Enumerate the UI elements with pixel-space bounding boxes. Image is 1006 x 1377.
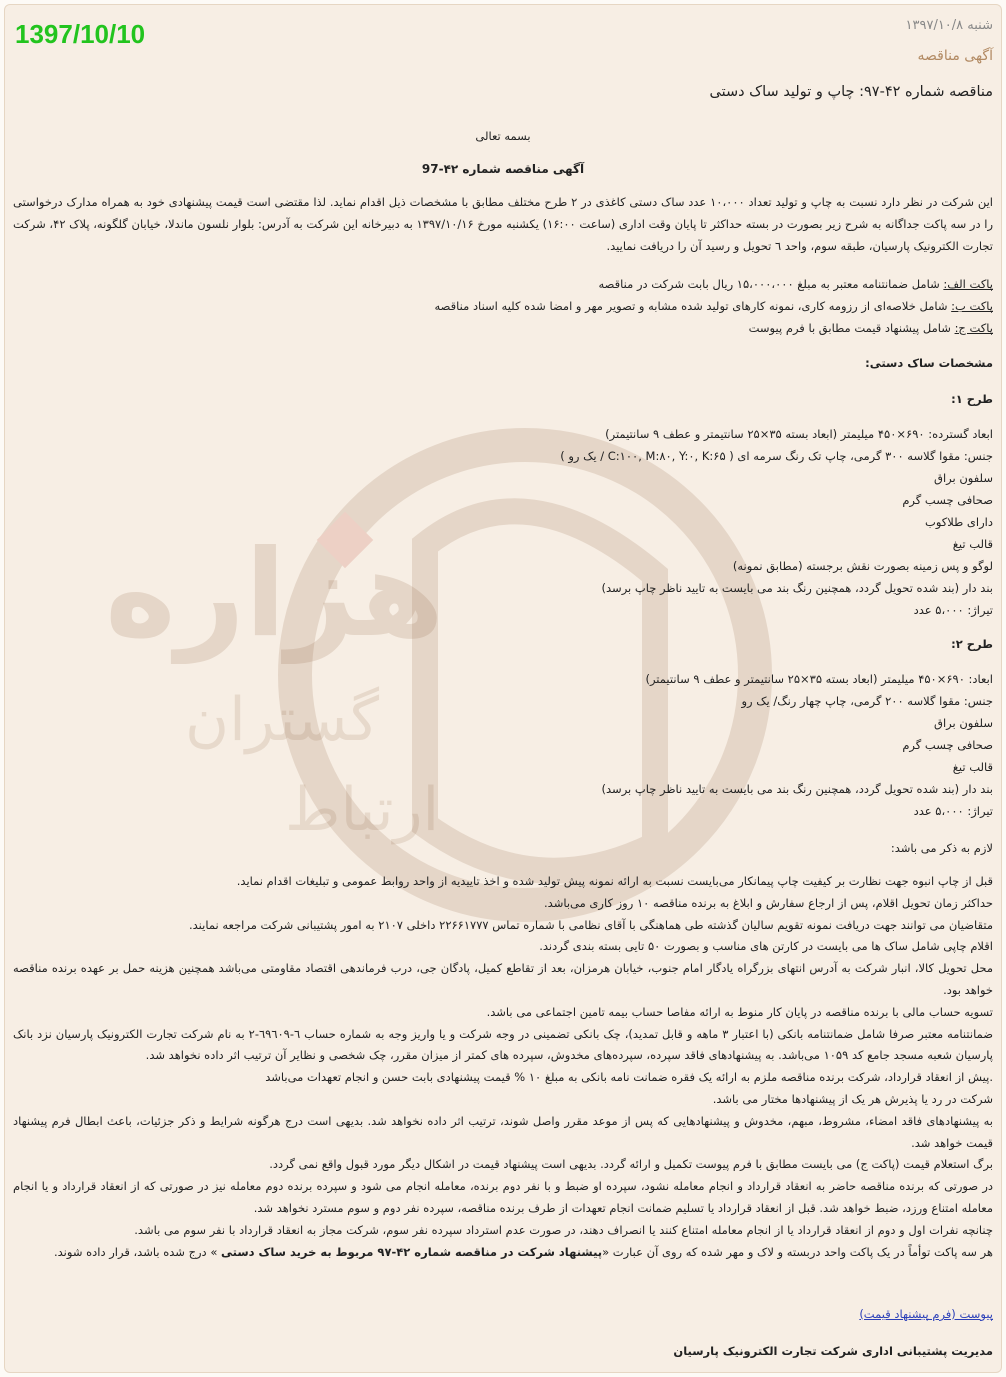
note-item: تسویه حساب مالی با برنده مناقصه در پایان کار منوط به ارائه مفاصا حساب بیمه تامین اجتماعی می باشد. xyxy=(486,1004,993,1019)
packet-text: شامل ضمانتنامه معتبر به مبلغ ۱۵،۰۰۰،۰۰۰ ریال بابت شرکت در مناقصه xyxy=(598,277,944,291)
spec-line: دارای طلاکوب xyxy=(925,515,993,529)
packet-text: شامل خلاصه‌ای از رزومه کاری، نمونه کارهای تولید شده مشابه و تصویر مهر و امضا شده کلیه اسناد مناقصه xyxy=(434,299,952,313)
spec-line: بند دار (بند شده تحویل گردد، همچنین رنگ بند می بایست به تایید ناظر چاپ برسد) xyxy=(601,581,993,595)
spec-line: قالب تیغ xyxy=(952,760,993,774)
spec-line: بند دار (بند شده تحویل گردد، همچنین رنگ بند می بایست به تایید ناظر چاپ برسد) xyxy=(601,782,993,796)
note-item: برگ استعلام قیمت (پاکت ج) می بایست مطابق با فرم پیوست تکمیل و ارائه گردد. بدیهی است پیشنهاد قیمت در اشکال دیگر مورد قبول واقع نمی گردد. xyxy=(269,1157,993,1172)
note-item: ضمانتنامه معتبر صرفا شامل ضمانتنامه بانکی (با اعتبار ۳ ماهه و قابل تمدید)، چک بانکی تضمینی در وجه شرکت و یا واریز وجه به شماره حساب ٦-٦٩٦٠٩-٢ به نام شرکت تجارت الکترونیک پارسیان نزد بانک پارسیان شعبه مسجد جامع کد ۱۰۵۹ می‌باشد. به پیشنهادهای فاقد سپرده، سپرده‌های مخدوش، سپرده های کمتر از میزان مقرر، چک شخصی و نظایر آن ترتیب اثر داده نخواهد شد. xyxy=(13,1026,993,1063)
packet-label: پاکت الف: xyxy=(943,277,993,291)
design-2-heading: طرح ۲: xyxy=(951,637,993,651)
note-item: در صورتی که برنده مناقصه حاضر به انعقاد قرارداد و انجام معامله نشود، سپرده او ضبط و با نفر دوم برنده، معامله انجام می شود و سپرده برنده دوم معامله نیز در صورتی که از انعقاد قرارداد و یا انجام معامله امتناع ورزد، ضبط خواهد شد. قبل از انعقاد قرارداد یا تسلیم ضمانت انجام تعهدات از طرف برنده مناقصه، سپرده نفر دوم و سوم مسترد نخواهد شد. xyxy=(13,1179,993,1215)
spec-line: جنس: مقوا گلاسه ۳۰۰ گرمی، چاپ تک رنگ سرمه ای ( C:۱۰۰, M:۸۰, Y:۰, K:۶۵ / یک رو ) xyxy=(560,449,993,463)
spec-line: سلفون براق xyxy=(934,471,993,485)
packet-text: شامل پیشنهاد قیمت مطابق با فرم پیوست xyxy=(748,321,955,335)
notes-list xyxy=(13,871,993,1263)
note-item: متقاضیان می توانند جهت دریافت نمونه تقویم سالیان گذشته طی هماهنگی با آقای نظامی با شماره تماس ۲۲۶۶۱۷۷۷ داخلی ۲۱۰۷ به امور پشتیبانی شرکت مراجعه نمایند. xyxy=(188,917,993,932)
design-1-heading: طرح ۱: xyxy=(951,392,993,406)
spec-line: ابعاد گسترده: ۶۹۰×۴۵۰ میلیمتر (ابعاد بسته ۳۵×۲۵ سانتیمتر و عطف ۹ سانتیمتر) xyxy=(605,427,993,441)
spec-line: لوگو و پس زمینه بصورت نقش برجسته (مطابق نمونه) xyxy=(732,559,993,573)
watermark-text-3: ارتباط xyxy=(285,775,440,845)
announcement-title: آگهی مناقصه شماره ۴۲-97 xyxy=(421,162,585,176)
watermark-text-2: گستران xyxy=(185,685,380,755)
category-label: آگهی مناقصه xyxy=(917,48,993,64)
document-frame xyxy=(4,4,1002,1373)
design-2-specs xyxy=(13,668,993,822)
footer-signature: مدیریت پشتیبانی اداری شرکت تجارت الکترونیک پارسیان xyxy=(673,1344,993,1358)
notes-heading: لازم به ذکر می باشد: xyxy=(890,841,993,855)
note-item: شرکت در رد یا پذیرش هر یک از پیشنهادها مختار می باشد. xyxy=(712,1091,993,1106)
note-item: .پیش از انعقاد قرارداد، شرکت برنده مناقصه ملزم به ارائه یک فقره ضمانت نامه بانکی به مبلغ ۱۰ % قیمت پیشنهادی بابت حسن و انجام تعهدات می‌باشد xyxy=(265,1070,993,1085)
packet-item xyxy=(13,295,993,317)
spec-line: قالب تیغ xyxy=(952,537,993,551)
final-note xyxy=(13,1242,993,1264)
date-stamp: 1397/10/10 xyxy=(15,19,146,49)
note-item: چنانچه نفرات اول و دوم از انعقاد قرارداد یا از انجام معامله امتناع کنند یا انصراف دهند، در صورت عدم استرداد سپرده نفر سوم، شرکت مجاز به انعقاد قرارداد با نفر سوم می باشد. xyxy=(134,1222,993,1237)
final-note-bold: پیشنهاد شرکت در مناقصه شماره ۴۲-۹۷ مربوط به خرید ساک دستی xyxy=(221,1244,603,1259)
spec-line: سلفون براق xyxy=(934,716,993,730)
publish-date: شنبه ۱۳۹۷/۱۰/۸ xyxy=(905,18,993,33)
spec-heading: مشخصات ساک دستی: xyxy=(865,356,993,370)
packet-label: پاکت ج: xyxy=(954,321,993,335)
spec-line: صحافی چسب گرم xyxy=(902,493,993,507)
note-item: محل تحویل کالا، انبار شرکت به آدرس انتهای بزرگراه یادگار امام جنوب، خیابان هرمزان، بعد از تقاطع کمیل، پادگان جی، درب فرماندهی اقتصاد مقاومتی می‌باشد همچنین هزینه حمل بر عهده برنده مناقصه خواهد بود. xyxy=(13,961,993,997)
bismillah: بسمه تعالی xyxy=(475,129,531,143)
watermark-text-1: هزاره xyxy=(105,525,444,664)
spec-line: تیراژ: ۵،۰۰۰ عدد xyxy=(913,603,993,617)
attachment-link[interactable]: پیوست (فرم پیشنهاد قیمت) xyxy=(859,1307,993,1321)
note-item: حداکثر زمان تحویل اقلام، پس از ارجاع سفارش و ابلاغ به برنده مناقصه ۱۰ روز کاری می‌باشد. xyxy=(544,895,993,910)
page-title: مناقصه شماره ۴۲-۹۷: چاپ و تولید ساک دستی xyxy=(709,84,993,100)
packet-label: پاکت ب: xyxy=(951,299,993,313)
packet-list xyxy=(13,273,993,339)
final-note-suffix: » درج شده باشد، قرار داده شوند. xyxy=(53,1244,222,1259)
note-item: اقلام چاپی شامل ساک ها می بایست در کارتن های مناسب و بصورت ۵۰ تایی بسته بندی گردند. xyxy=(539,939,993,954)
note-item: قبل از چاپ انبوه جهت نظارت بر کیفیت چاپ پیمانکار می‌بایست نسبت به ارائه نمونه پیش تولید شده و اخذ تاییدیه از واحد روابط عمومی و تبلیغات اقدام نماید. xyxy=(236,874,993,888)
packet-item xyxy=(13,273,993,295)
packet-item xyxy=(13,317,993,339)
final-note-prefix: هر سه پاکت توأماً در یک پاکت واحد دربسته و لاک و مهر شده که روی آن عبارت « xyxy=(602,1244,993,1259)
intro-paragraph: این شرکت در نظر دارد نسبت به چاپ و تولید تعداد ۱۰،۰۰۰ عدد ساک دستی کاغذی در ۲ طرح مختلف مطابق با مشخصات ذیل اقدام نماید. لذا مقتضی است قیمت پیشنهادی خود به همراه مدارک درخواستی را در سه پاکت جداگانه به شرح زیر بصورت در بسته حداکثر تا پایان وقت اداری (ساعت ۱۶:۰۰) یکشنبه مورخ ۱۳۹۷/۱۰/۱۶ به دبیرخانه این شرکت به آدرس: بلوار نلسون ماندلا، خیابان گلگونه، پلاک ۴۲، شرکت تجارت الکترونیک پارسیان، طبقه سوم، واحد ٦ تحویل و رسید آن را دریافت نمایید. xyxy=(13,195,994,253)
note-item: به پیشنهادهای فاقد امضاء، مشروط، مبهم، مخدوش و پیشنهادهایی که پس از موعد مقرر واصل شوند، ترتیب اثر داده نخواهد شد. بدیهی است درج هرگونه شرایط و ذکر جزئیات، باعث ابطال فرم پیشنهاد قیمت خواهد شد. xyxy=(13,1113,993,1150)
spec-line: تیراژ: ۵،۰۰۰ عدد xyxy=(913,804,993,818)
design-1-specs xyxy=(13,423,993,621)
spec-line: صحافی چسب گرم xyxy=(902,738,993,752)
spec-line: جنس: مقوا گلاسه ۲۰۰ گرمی، چاپ چهار رنگ/ یک رو xyxy=(741,694,993,708)
spec-line: ابعاد: ۶۹۰×۴۵۰ میلیمتر (ابعاد بسته ۳۵×۲۵ سانتیمتر و عطف ۹ سانتیمتر) xyxy=(645,672,993,686)
